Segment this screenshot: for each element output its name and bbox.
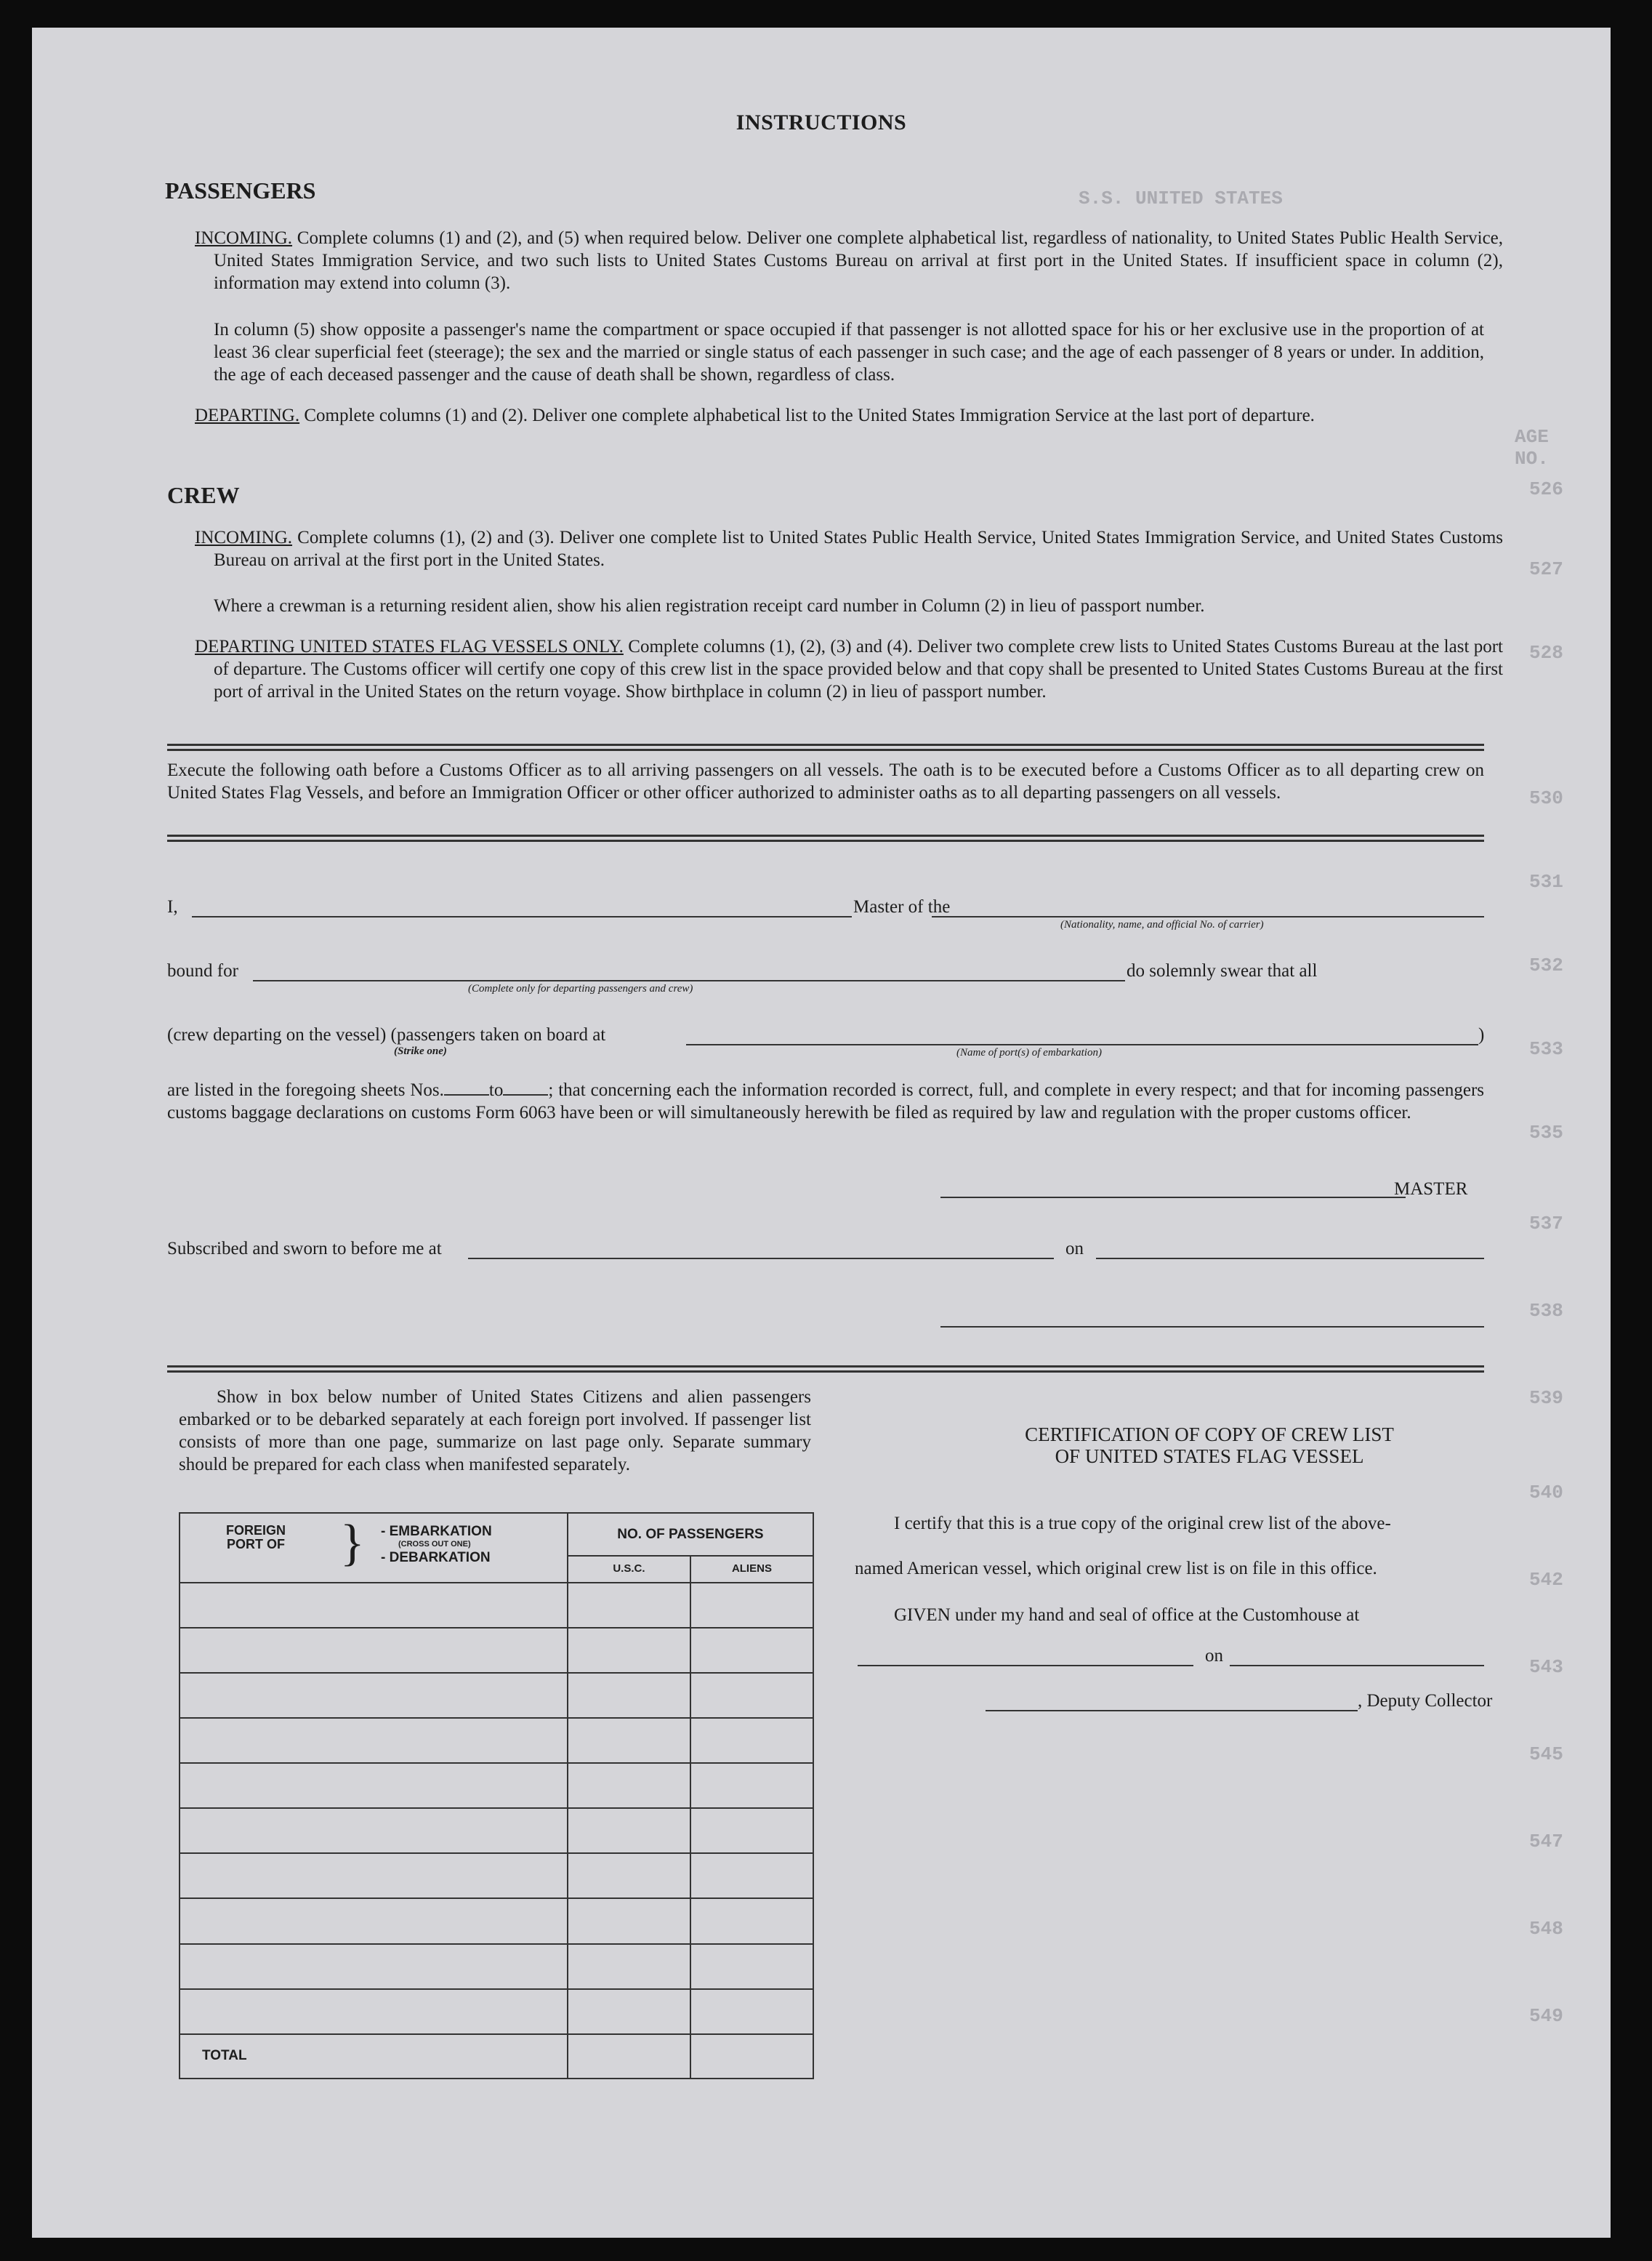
aliens-cell[interactable] xyxy=(690,1853,813,1898)
bleed-through-text: 537 xyxy=(1529,1213,1563,1234)
port-cell[interactable] xyxy=(180,1808,568,1853)
bleed-through-text: 547 xyxy=(1529,1831,1563,1852)
table-row xyxy=(180,1808,813,1853)
total-label-cell xyxy=(180,2034,568,2079)
certification-body-line1: I certify that this is a true copy of the original crew list of the above- xyxy=(894,1514,1391,1533)
bleed-through-text: 549 xyxy=(1529,2005,1563,2027)
solemnly-swear-text: do solemnly swear that all xyxy=(1127,961,1318,981)
aliens-cell[interactable] xyxy=(690,1808,813,1853)
port-cell[interactable] xyxy=(180,1628,568,1673)
passengers-departing-text: Complete columns (1) and (2). Deliver one complete alphabetical list to the United States Immigration Service at the last port of departure. xyxy=(304,406,1315,425)
strike-one-caption: (Strike one) xyxy=(394,1045,447,1057)
master-of-the-label: Master of the xyxy=(853,897,951,917)
aliens-cell[interactable] xyxy=(690,1989,813,2034)
deputy-collector-label: , Deputy Collector xyxy=(1358,1691,1493,1711)
passengers-incoming-label: INCOMING. xyxy=(195,228,293,248)
usc-cell[interactable] xyxy=(568,1763,690,1808)
crew-incoming-paragraph xyxy=(195,526,1503,571)
oath-i-label: I, xyxy=(167,897,178,917)
sworn-date-field[interactable] xyxy=(1096,1258,1484,1259)
passengers-column5-paragraph: In column (5) show opposite a passenger's name the compartment or space occupied if that passenger is not allotted space for his or her exclusive use in the proportion of at least 36 clear superficial feet (steerage); the sex and the married or single status of each passenger in such case; and the age of each passenger of 8 years or under. In addition, the age of each deceased passenger and the cause of death shall be shown, regardless of class. xyxy=(214,320,1484,385)
bleed-through-text: 548 xyxy=(1529,1918,1563,1940)
bleed-through-text: 533 xyxy=(1529,1038,1563,1060)
port-caption: (Name of port(s) of embarkation) xyxy=(956,1047,1102,1059)
certification-title xyxy=(890,1423,1529,1467)
bleed-through-text: S.S. UNITED STATES xyxy=(1079,188,1283,209)
listed-text-b: ; that concerning each the information recorded is correct, full, and complete in every respect; and that for incoming passengers customs baggage declarations on customs Form 6063 have been or will simultaneously herewith be filed as required by law and regulation with the proper customs officer. xyxy=(167,1080,1484,1123)
certification-given: GIVEN under my hand and seal of office at the Customhouse at xyxy=(894,1605,1360,1625)
port-cell[interactable] xyxy=(180,1853,568,1898)
aliens-cell[interactable] xyxy=(690,1628,813,1673)
crew-departing-label: DEPARTING UNITED STATES FLAG VESSELS ONLY. xyxy=(195,637,624,656)
debarkation-label: - DEBARKATION xyxy=(381,1550,491,1565)
bleed-through-text: AGE NO. xyxy=(1515,426,1549,470)
master-signature-field[interactable] xyxy=(940,1197,1406,1198)
total-label: TOTAL xyxy=(202,2048,247,2064)
divider xyxy=(167,835,1484,842)
port-cell[interactable] xyxy=(180,1763,568,1808)
port-cell[interactable] xyxy=(180,1944,568,1989)
usc-cell[interactable] xyxy=(568,1944,690,1989)
port-cell[interactable] xyxy=(180,1718,568,1763)
close-paren: ) xyxy=(1478,1025,1485,1045)
aliens-cell[interactable] xyxy=(690,1673,813,1718)
certification-title-line1: CERTIFICATION OF COPY OF CREW LIST xyxy=(1025,1423,1394,1445)
bleed-through-text: 538 xyxy=(1529,1300,1563,1322)
bleed-through-text: 539 xyxy=(1529,1387,1563,1409)
carrier-caption: (Nationality, name, and official No. of carrier) xyxy=(1060,919,1264,931)
listed-text-a: are listed in the foregoing sheets Nos. xyxy=(167,1080,444,1100)
usc-cell[interactable] xyxy=(568,1808,690,1853)
cross-out-one-label: (CROSS OUT ONE) xyxy=(398,1540,471,1549)
passengers-departing-paragraph xyxy=(195,404,1503,427)
sheet-to-field[interactable] xyxy=(503,1094,548,1096)
embarkation-port-field[interactable] xyxy=(686,1044,1478,1045)
passengers-departing-label: DEPARTING. xyxy=(195,406,300,425)
sheet-from-field[interactable] xyxy=(444,1094,489,1096)
usc-cell[interactable] xyxy=(568,1673,690,1718)
usc-cell[interactable] xyxy=(568,1853,690,1898)
passengers-incoming-paragraph xyxy=(195,227,1503,294)
bleed-through-text: 535 xyxy=(1529,1122,1563,1144)
aliens-cell[interactable] xyxy=(690,1718,813,1763)
usc-cell[interactable] xyxy=(568,1628,690,1673)
bleed-through-text: 532 xyxy=(1529,955,1563,976)
certification-date-field[interactable] xyxy=(1230,1665,1484,1666)
port-cell[interactable] xyxy=(180,1898,568,1943)
bleed-through-text: 530 xyxy=(1529,787,1563,809)
bleed-through-text: 526 xyxy=(1529,478,1563,500)
total-aliens-cell[interactable] xyxy=(690,2034,813,2079)
oath-statement xyxy=(167,1079,1484,1124)
listed-to: to xyxy=(488,1080,504,1100)
bleed-through-text: 528 xyxy=(1529,642,1563,664)
usc-cell[interactable] xyxy=(568,1989,690,2034)
oath-instructions: Execute the following oath before a Customs Officer as to all arriving passengers on all vessels. The oath is to be executed before a Customs Officer as to all departing crew on United States Flag Vessels, and before an Immigration Officer or other officer authorized to administer oaths as to all departing passengers on all vessels. xyxy=(167,760,1484,803)
bound-for-field[interactable] xyxy=(253,980,1125,981)
port-cell[interactable] xyxy=(180,1989,568,2034)
table-row xyxy=(180,1628,813,1673)
bound-for-caption: (Complete only for departing passengers and crew) xyxy=(468,983,693,995)
passengers-incoming-text: Complete columns (1) and (2), and (5) when required below. Deliver one complete alphabetical list, regardless of nationality, to United States Public Health Service, United States Immigration Service, and two such lists to United States Customs Bureau on arrival at first port in the United States. If insufficient space in column (2), information may extend into column (3). xyxy=(214,228,1504,293)
table-row xyxy=(180,1673,813,1718)
table-row xyxy=(180,1898,813,1943)
bracket-icon: } xyxy=(340,1515,365,1571)
total-usc-cell[interactable] xyxy=(568,2034,690,2079)
sworn-place-field[interactable] xyxy=(468,1258,1054,1259)
bleed-through-text: 540 xyxy=(1529,1482,1563,1503)
table-row xyxy=(180,1853,813,1898)
table-row xyxy=(180,1583,813,1628)
bound-for-label: bound for xyxy=(167,961,238,981)
certification-title-line2: OF UNITED STATES FLAG VESSEL xyxy=(1055,1445,1364,1467)
bleed-through-text: 531 xyxy=(1529,871,1563,893)
subscribed-label: Subscribed and sworn to before me at xyxy=(167,1239,442,1258)
divider xyxy=(167,744,1484,751)
crew-departing-text: Complete columns (1), (2), (3) and (4). Deliver two complete crew lists to United States Customs Bureau at the last port of departure. The Customs officer will certify one copy of this crew list in the space provided below and that copy shall be presented to United States Customs Bureau at the first port of arrival in the United States on the return voyage. Show birthplace in column (2) in lieu of passport number. xyxy=(214,637,1504,702)
aliens-cell[interactable] xyxy=(690,1583,813,1628)
foreign-port-of-header: FOREIGN PORT OF xyxy=(225,1523,286,1551)
crew-incoming-text: Complete columns (1), (2) and (3). Deliver one complete list to United States Public Health Service, United States Immigration Service, and United States Customs Bureau on arrival at the first port in the United States. xyxy=(214,528,1504,570)
usc-cell[interactable] xyxy=(568,1583,690,1628)
page-title: INSTRUCTIONS xyxy=(736,111,907,134)
no-of-passengers-header-cell xyxy=(568,1513,813,1556)
table-row xyxy=(180,1763,813,1808)
divider xyxy=(167,1365,1484,1373)
master-label: MASTER xyxy=(1394,1179,1468,1199)
document-page xyxy=(32,28,1611,2238)
bleed-through-text: 527 xyxy=(1529,558,1563,580)
officer-signature-field[interactable] xyxy=(940,1326,1484,1328)
summary-instructions: Show in box below number of United States Citizens and alien passengers embarked or to be debarked separately at each foreign port involved. If passenger list consists of more than one page, summarize on last page only. Separate summary should be prepared for each class when manifested separately. xyxy=(179,1387,811,1474)
master-name-field[interactable] xyxy=(192,916,852,917)
port-header-cell xyxy=(180,1513,568,1583)
usc-header: U.S.C. xyxy=(613,1562,645,1575)
bleed-through-text: 543 xyxy=(1529,1656,1563,1678)
crew-departing-paragraph xyxy=(195,635,1503,703)
aliens-cell[interactable] xyxy=(690,1944,813,1989)
carrier-field[interactable] xyxy=(932,916,1484,917)
no-of-passengers-header: NO. OF PASSENGERS xyxy=(617,1526,764,1542)
table-row xyxy=(180,1718,813,1763)
table-row xyxy=(180,1989,813,2034)
aliens-header-cell xyxy=(690,1556,813,1583)
certification-body-line2: named American vessel, which original crew list is on file in this office. xyxy=(855,1559,1377,1578)
usc-cell[interactable] xyxy=(568,1898,690,1943)
passengers-heading: PASSENGERS xyxy=(165,177,316,204)
aliens-cell[interactable] xyxy=(690,1898,813,1943)
passenger-summary-table xyxy=(179,1512,814,2079)
crew-incoming-label: INCOMING. xyxy=(195,528,293,547)
crew-heading: CREW xyxy=(167,482,240,508)
port-cell[interactable] xyxy=(180,1673,568,1718)
port-cell[interactable] xyxy=(180,1583,568,1628)
table-row xyxy=(180,1944,813,1989)
aliens-header: ALIENS xyxy=(731,1562,772,1575)
deputy-collector-signature-field[interactable] xyxy=(986,1710,1358,1711)
crew-passengers-text: (crew departing on the vessel) (passengers taken on board at xyxy=(167,1025,606,1045)
bleed-through-text: 545 xyxy=(1529,1743,1563,1765)
usc-header-cell xyxy=(568,1556,690,1583)
embarkation-label: - EMBARKATION xyxy=(381,1524,492,1539)
aliens-cell[interactable] xyxy=(690,1763,813,1808)
usc-cell[interactable] xyxy=(568,1718,690,1763)
crew-resident-paragraph: Where a crewman is a returning resident alien, show his alien registration receipt card number in Column (2) in lieu of passport number. xyxy=(214,596,1205,616)
bleed-through-text: 542 xyxy=(1529,1569,1563,1591)
certification-on-label: on xyxy=(1205,1646,1223,1666)
customhouse-place-field[interactable] xyxy=(858,1665,1193,1666)
sworn-on-label: on xyxy=(1065,1239,1084,1258)
total-row xyxy=(180,2034,813,2079)
